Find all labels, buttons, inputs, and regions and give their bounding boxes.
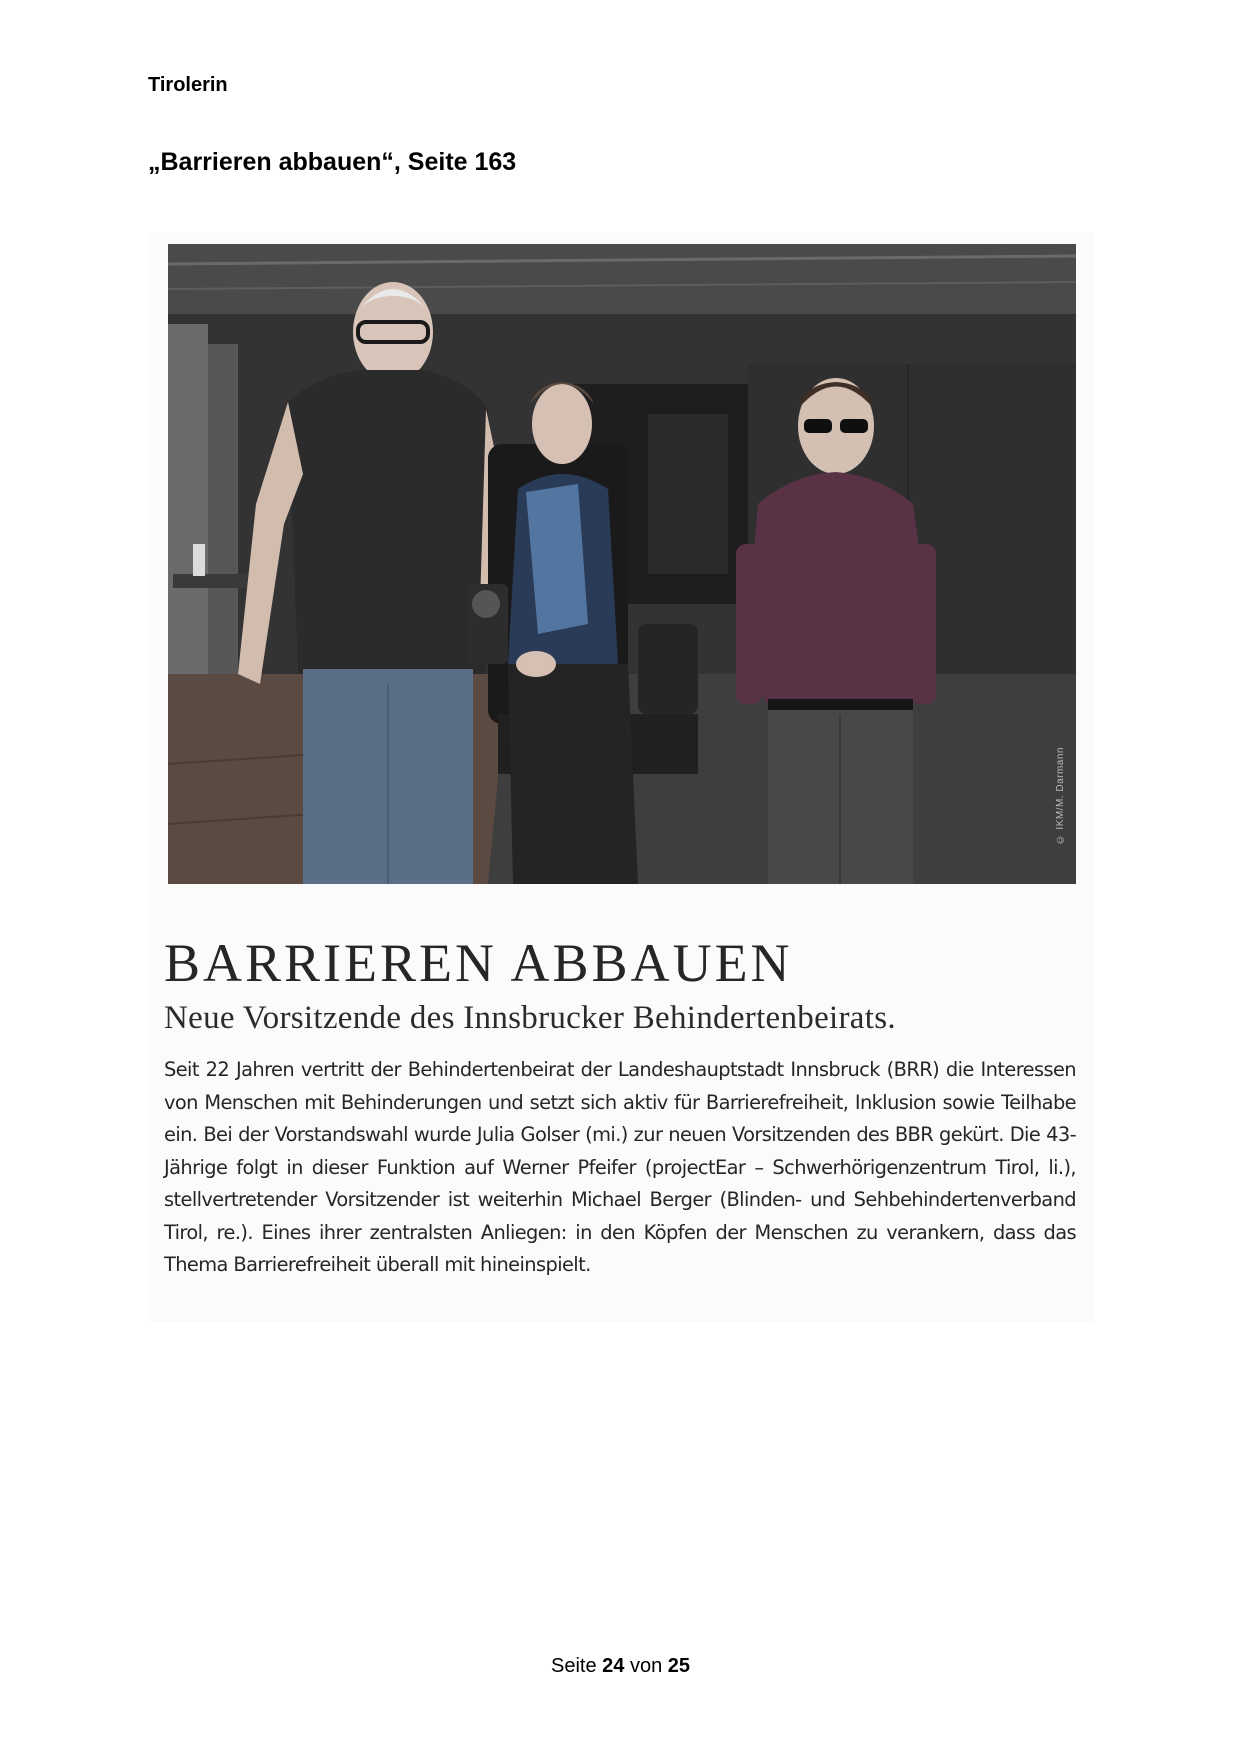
page-footer [0,1655,1241,1678]
article-clipping [148,232,1094,1322]
publication-name: Tirolerin [148,74,228,96]
article-subheadline: Neue Vorsitzende des Innsbrucker Behindertenbeirats. [164,1000,896,1036]
article-body: Seit 22 Jahren vertritt der Behindertenbeirat der Landeshauptstadt Innsbruck (BRR) die Interessen von Menschen mit Behinderungen und setzt sich aktiv für Barrierefreiheit, Inklusion sowie Teilhabe ein. Bei der Vorstandswahl wurde Julia Golser (mi.) zur neuen Vorsitzenden des BBR gekürt. Die 43-Jährige folgt in dieser Funktion auf Werner Pfeifer (projectEar – Schwerhörigenzentrum Tirol, li.), stellvertretender Vorsitzender ist weiterhin Michael Berger (Blinden- und Sehbehindertenverband Tirol, re.). Eines ihrer zentralsten Anliegen: in den Köpfen der Menschen zu verankern, dass das Thema Barrierefreiheit überall mit hineinspielt. [164,1058,1076,1276]
article-photo [168,244,1076,884]
current-page-number: 24 [602,1655,625,1677]
photo-credit: © IKM/M. Darmann [1055,746,1066,844]
page-separator: von [629,1655,663,1677]
total-page-count: 25 [667,1655,691,1677]
photo-illustration [168,244,1076,884]
page-prefix: Seite [550,1655,597,1677]
article-headline: BARRIEREN ABBAUEN [164,933,793,993]
clip-title: „Barrieren abbauen“, Seite 163 [148,148,517,176]
